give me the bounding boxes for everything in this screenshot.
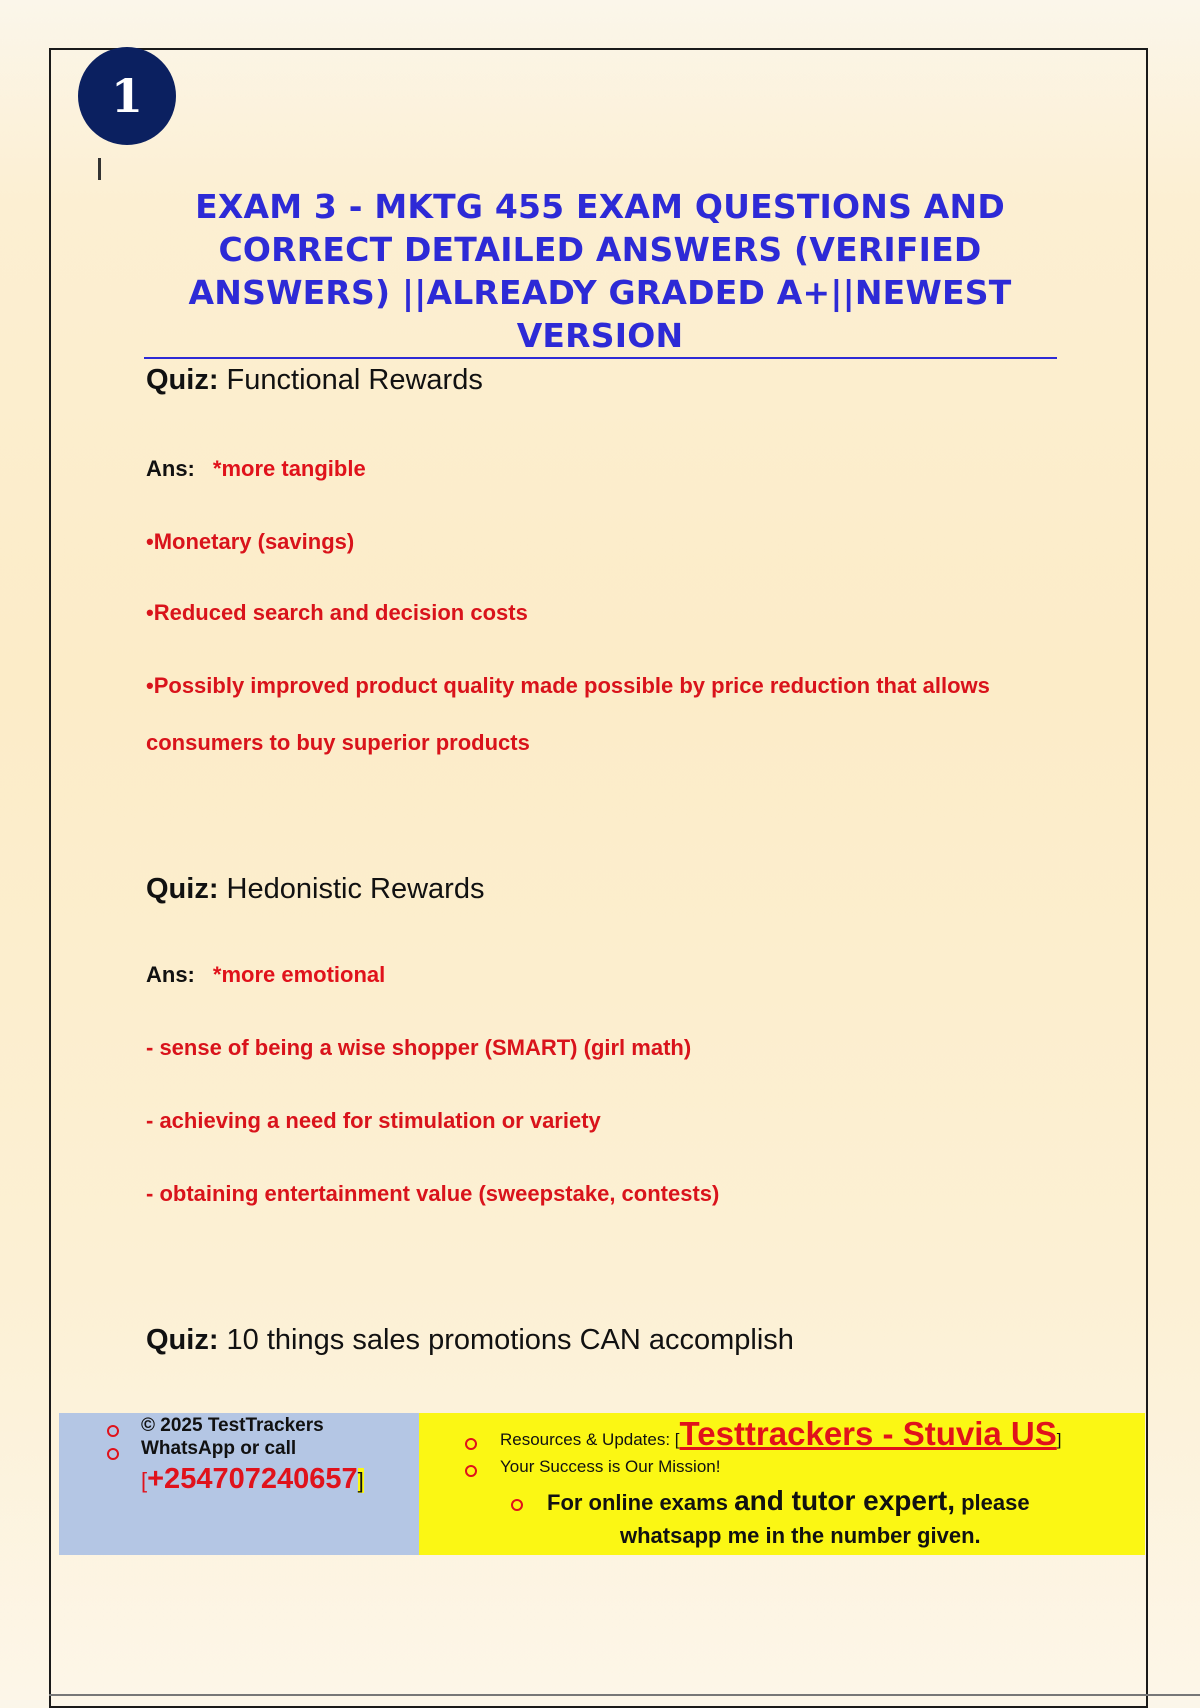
bullet-icon [107, 1425, 119, 1437]
quiz-label: Quiz: [146, 1324, 219, 1356]
footer-resources [500, 1415, 1061, 1453]
answer-line [146, 456, 366, 482]
quiz-text: Functional Rewards [218, 364, 483, 396]
footer-contact-panel [59, 1413, 419, 1555]
answer-detail: - sense of being a wise shopper (SMART) (girl math) [146, 1035, 692, 1060]
answer-detail: - achieving a need for stimulation or variety [146, 1108, 601, 1133]
answer-label: Ans: [146, 962, 195, 987]
text-cursor [98, 158, 101, 180]
footer-info-panel [419, 1413, 1145, 1555]
quiz-text: Hedonistic Rewards [218, 873, 485, 905]
phone-number: +254707240657 [147, 1463, 358, 1495]
promo-text: For online exams [547, 1490, 735, 1515]
answer-line [146, 962, 385, 988]
resources-close: ] [1056, 1430, 1062, 1449]
bullet-icon [465, 1438, 477, 1450]
promo-text: please [954, 1490, 1030, 1515]
quiz-text: 10 things sales promotions CAN accomplish [218, 1324, 794, 1356]
quiz-question [146, 1324, 794, 1357]
footer-contact-label: WhatsApp or call [141, 1438, 297, 1459]
quiz-label: Quiz: [146, 364, 219, 396]
answer-detail: •Reduced search and decision costs [146, 600, 528, 625]
answer-detail: •Possibly improved product quality made possible by price reduction that allows [146, 673, 990, 698]
footer-mission: Your Success is Our Mission! [500, 1457, 721, 1476]
answer-text: *more tangible [212, 456, 366, 481]
document-title: EXAM 3 - MKTG 455 EXAM QUESTIONS AND CORRECT DETAILED ANSWERS (VERIFIED ANSWERS) ||ALREADY GRADED A+||NEWEST VERSION [188, 187, 1012, 355]
footer-promo-line-1 [547, 1485, 1030, 1517]
answer-detail: consumers to buy superior products [146, 730, 530, 755]
page-bottom-rule [49, 1694, 1200, 1696]
page-number-badge [78, 47, 176, 145]
quiz-question [146, 873, 484, 906]
answer-label: Ans: [146, 456, 195, 481]
promo-emphasis: and tutor expert, [734, 1485, 955, 1516]
bullet-icon [465, 1465, 477, 1477]
quiz-label: Quiz: [146, 873, 219, 905]
bullet-icon [107, 1448, 119, 1460]
phone-open-bracket: [ [141, 1468, 148, 1493]
title-underline [144, 357, 1057, 359]
page-number: 1 [110, 69, 143, 123]
answer-text: *more emotional [212, 962, 386, 987]
phone-close-bracket: ] [357, 1468, 364, 1493]
footer-promo-line-2: whatsapp me in the number given. [620, 1523, 981, 1548]
resources-label: Resources & Updates: [ [500, 1430, 680, 1449]
quiz-question [146, 364, 483, 397]
footer-phone[interactable] [141, 1463, 364, 1496]
footer-copyright: © 2025 TestTrackers [141, 1415, 324, 1436]
answer-detail: •Monetary (savings) [146, 529, 355, 554]
bullet-icon [511, 1499, 523, 1511]
answer-detail: - obtaining entertainment value (sweepstake, contests) [146, 1181, 720, 1206]
stuvia-link[interactable]: Testtrackers - Stuvia US [679, 1415, 1057, 1452]
